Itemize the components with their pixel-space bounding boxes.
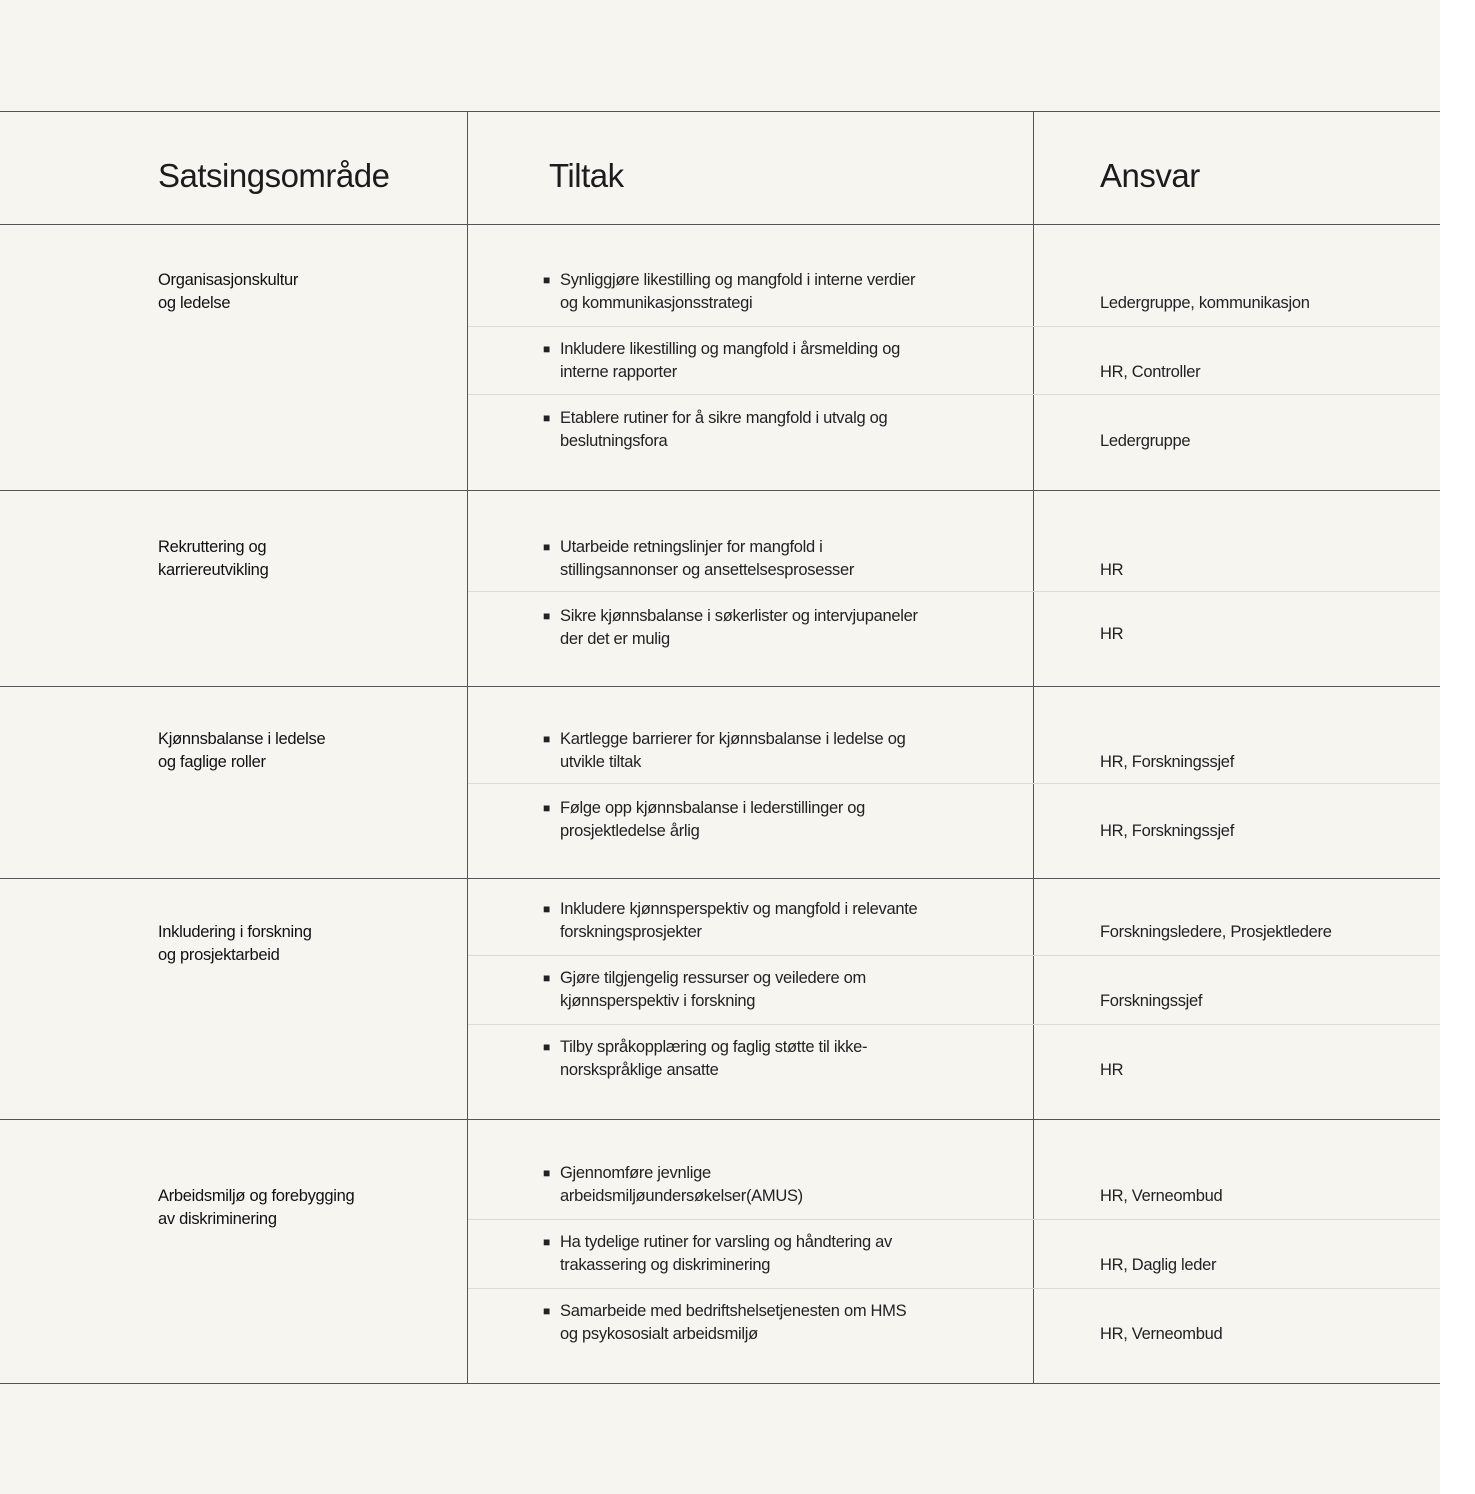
area-line: av diskriminering (158, 1210, 277, 1228)
header-bottom-border (0, 224, 1440, 225)
responsible-cell: Forskningsledere, Prosjektledere (1100, 923, 1332, 941)
column-divider (1033, 111, 1034, 1384)
responsible-cell: HR, Forskningssjef (1100, 753, 1234, 771)
header-ansvar: Ansvar (1100, 157, 1200, 194)
row-divider (468, 783, 1440, 784)
section-divider (0, 878, 1440, 879)
row-divider (468, 955, 1440, 956)
row-divider (468, 394, 1440, 395)
measure-line: prosjektledelse årlig (560, 822, 700, 840)
header-satsingsomrade: Satsingsområde (158, 157, 390, 194)
measure-line: Tilby språkopplæring og faglig støtte til ikke- (560, 1038, 868, 1056)
measure-item (543, 898, 963, 944)
column-divider (467, 111, 468, 1384)
responsible-cell: HR, Verneombud (1100, 1325, 1223, 1343)
row-divider (468, 1288, 1440, 1289)
responsible-cell: HR (1100, 561, 1124, 579)
measure-line: Ha tydelige rutiner for varsling og håndtering av (560, 1233, 892, 1251)
section-area-label (158, 728, 458, 774)
bullet-icon: ■ (543, 342, 550, 356)
area-line: og prosjektarbeid (158, 946, 280, 964)
measure-line: trakassering og diskriminering (560, 1256, 771, 1274)
measure-item (543, 1300, 963, 1346)
measure-line: Følge opp kjønnsbalanse i lederstillinger og (560, 799, 866, 817)
row-divider (468, 326, 1440, 327)
measure-line: Kartlegge barrierer for kjønnsbalanse i ledelse og (560, 730, 906, 748)
header-tiltak: Tiltak (549, 157, 624, 194)
measure-line: utvikle tiltak (560, 753, 642, 771)
measure-line: Inkludere likestilling og mangfold i årsmelding og (560, 340, 900, 358)
bullet-icon: ■ (543, 411, 550, 425)
area-line: og faglige roller (158, 753, 266, 771)
bullet-icon: ■ (543, 971, 550, 985)
area-line: og ledelse (158, 294, 231, 312)
measure-line: der det er mulig (560, 630, 670, 648)
area-line: karriereutvikling (158, 561, 269, 579)
measure-line: Gjennomføre jevnlige (560, 1164, 711, 1182)
measure-item (543, 728, 963, 774)
measure-item (543, 269, 963, 315)
bullet-icon: ■ (543, 273, 550, 287)
measure-item (543, 1231, 963, 1277)
section-area-label (158, 921, 458, 967)
bullet-icon: ■ (543, 609, 550, 623)
bullet-icon: ■ (543, 732, 550, 746)
bullet-icon: ■ (543, 1166, 550, 1180)
measure-line: kjønnsperspektiv i forskning (560, 992, 756, 1010)
responsible-cell: Forskningssjef (1100, 992, 1203, 1010)
section-divider (0, 490, 1440, 491)
measure-line: beslutningsfora (560, 432, 668, 450)
measure-line: Gjøre tilgjengelig ressurser og veiledere om (560, 969, 866, 987)
section-divider (0, 1119, 1440, 1120)
area-line: Arbeidsmiljø og forebygging (158, 1187, 355, 1205)
measure-item (543, 1162, 963, 1208)
measure-item (543, 967, 963, 1013)
responsible-cell: HR, Verneombud (1100, 1187, 1223, 1205)
measure-line: Synliggjøre likestilling og mangfold i interne verdier (560, 271, 916, 289)
bullet-icon: ■ (543, 1304, 550, 1318)
responsible-cell: HR, Daglig leder (1100, 1256, 1217, 1274)
area-line: Rekruttering og (158, 538, 267, 556)
section-area-label (158, 269, 458, 315)
row-divider (468, 591, 1440, 592)
responsible-cell: HR, Controller (1100, 363, 1201, 381)
measure-line: norskspråklige ansatte (560, 1061, 719, 1079)
measure-line: stillingsannonser og ansettelsesprosesser (560, 561, 855, 579)
measure-line: arbeidsmiljøundersøkelser(AMUS) (560, 1187, 803, 1205)
bullet-icon: ■ (543, 1040, 550, 1054)
area-line: Organisasjonskultur (158, 271, 299, 289)
responsible-cell: HR (1100, 1061, 1124, 1079)
measure-item (543, 407, 963, 453)
responsible-cell: HR (1100, 625, 1124, 643)
measure-line: Samarbeide med bedriftshelsetjenesten om HMS (560, 1302, 907, 1320)
table-top-border (0, 111, 1440, 112)
responsible-cell: Ledergruppe (1100, 432, 1191, 450)
measure-line: Sikre kjønnsbalanse i søkerlister og intervjupaneler (560, 607, 918, 625)
measure-item (543, 536, 963, 582)
measure-line: og kommunikasjonsstrategi (560, 294, 753, 312)
section-area-label (158, 536, 458, 582)
area-line: Inkludering i forskning (158, 923, 312, 941)
measure-line: Inkludere kjønnsperspektiv og mangfold i relevante (560, 900, 918, 918)
bullet-icon: ■ (543, 540, 550, 554)
row-divider (468, 1024, 1440, 1025)
measure-item (543, 605, 963, 651)
measure-item (543, 1036, 963, 1082)
measure-line: Etablere rutiner for å sikre mangfold i utvalg og (560, 409, 888, 427)
measure-line: interne rapporter (560, 363, 677, 381)
measure-line: og psykososialt arbeidsmiljø (560, 1325, 758, 1343)
responsible-cell: HR, Forskningssjef (1100, 822, 1234, 840)
section-area-label (158, 1185, 458, 1231)
bullet-icon: ■ (543, 902, 550, 916)
bullet-icon: ■ (543, 801, 550, 815)
measure-item (543, 797, 963, 843)
section-divider (0, 686, 1440, 687)
responsible-cell: Ledergruppe, kommunikasjon (1100, 294, 1310, 312)
measure-item (543, 338, 963, 384)
bullet-icon: ■ (543, 1235, 550, 1249)
area-line: Kjønnsbalanse i ledelse (158, 730, 326, 748)
row-divider (468, 1219, 1440, 1220)
measure-line: forskningsprosjekter (560, 923, 702, 941)
measure-line: Utarbeide retningslinjer for mangfold i (560, 538, 823, 556)
table-bottom-border (0, 1383, 1440, 1384)
